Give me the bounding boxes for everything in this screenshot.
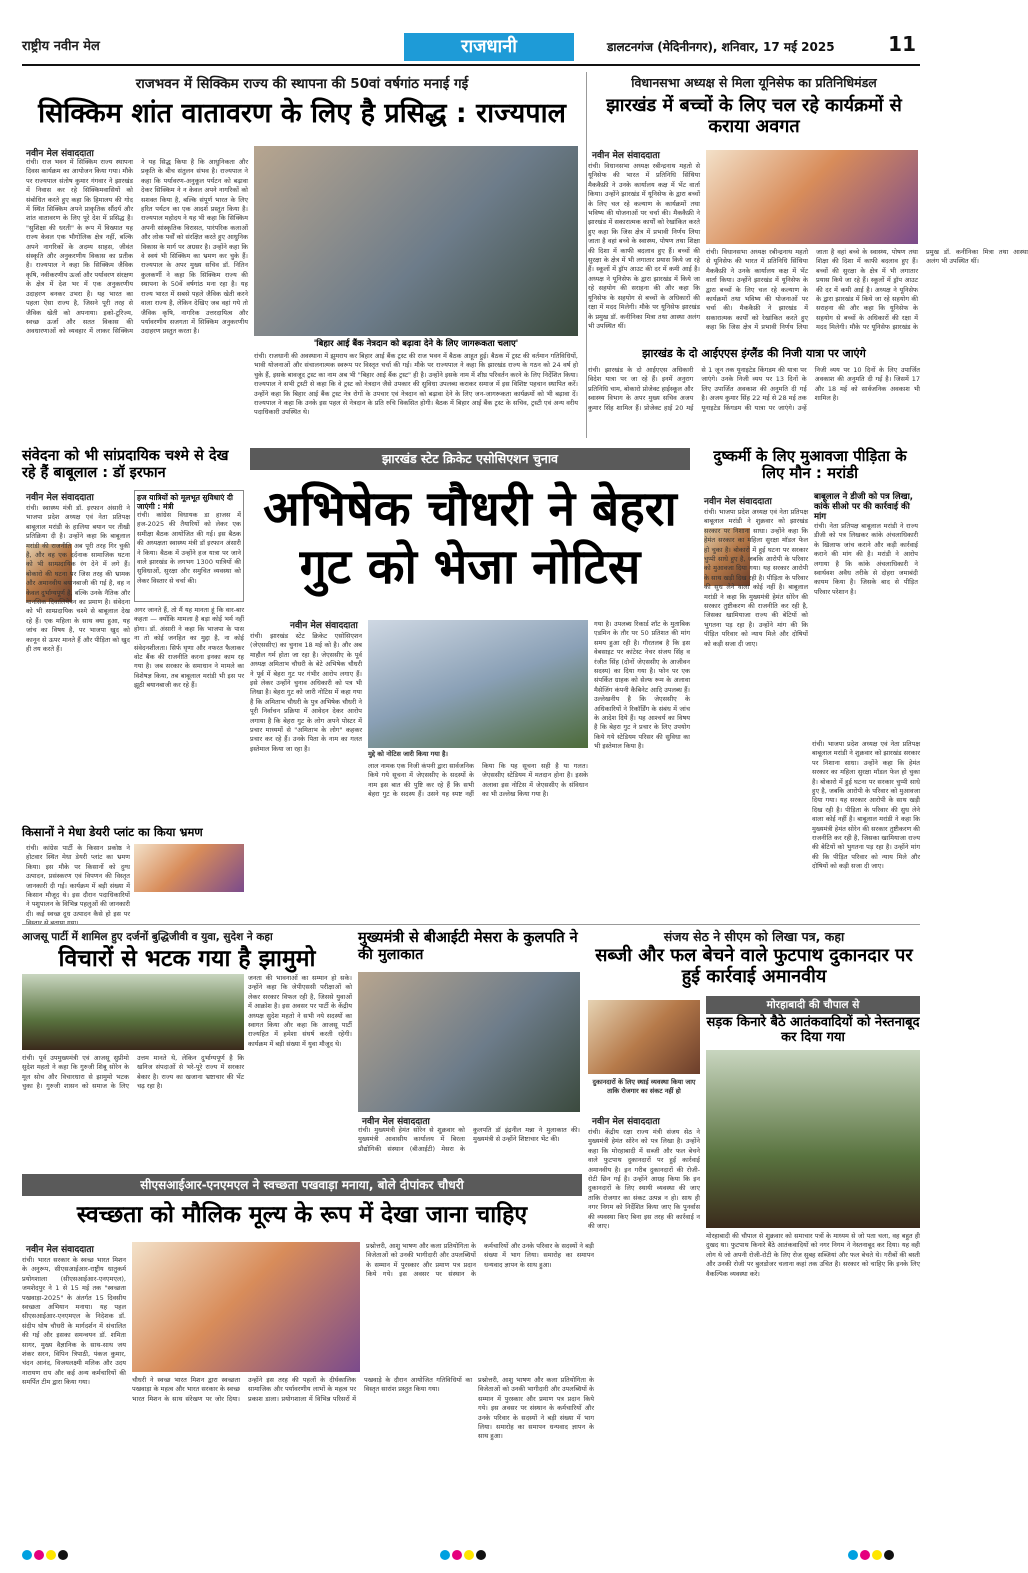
byline: नवीन मेल संवाददाता (26, 493, 94, 503)
unicef-photo (706, 150, 918, 244)
kicker: राजभवन में सिक्किम राज्य की स्थापना की 50वां वर्षगांठ मनाई गई (135, 76, 469, 92)
article-ajsu (22, 928, 352, 1168)
article-body: रांची। कांग्रेस पार्टी के किसान प्रकोष्ठ ने होटवार स्थित मेधा डेयरी प्लांट का भ्रमण किया। इस मौके पर किसानों को दुग्ध उत्पादन, प्रसंस्करण एवं विपणन की विस्तृत जानकारी दी गई। कार्यक्रम में बड़ी संख्या में किसान मौजूद थे। इस दौरान पदाधिकारियों ने पशुपालन के विभिन्न पहलुओं की जानकारी दी। कई स्वच्छ दूध उत्पादन कैसे हो इस पर (26, 844, 130, 918)
headline: स्वच्छता को मौलिक मूल्य के रूप में देखा जाना चाहिए (76, 1202, 528, 1228)
article-body: रांची। मुख्यमंत्री हेमंत सोरेन से शुक्रवार को मुख्यमंत्री आवासीय कार्यालय में बिरला प्रौद्योगिकी संस्थान (बीआईटी) मेसरा के कुलपति डॉ इंद्रनील मन्ना ने मुलाकात की। मुख्यमंत्री से उन्होंने शिष्टाचार भेंट की। (358, 1126, 580, 1153)
headline: झारखंड में बच्चों के लिए चल रहे कार्यक्रमों से कराया अवगत (606, 95, 902, 137)
box-title: हज यात्रियों को मूलभूत सुविधाएं दी जाएंगी : मंत्री (137, 493, 233, 511)
ajsu-photo (22, 974, 244, 1050)
section-label: राजधानी (404, 33, 574, 61)
byline: नवीन मेल संवाददाता (26, 149, 94, 159)
cm-meeting-photo (358, 972, 580, 1112)
photo-caption: दुकानदारों के लिए स्थाई व्यवस्था किया जाए ताकि रोजगार का संकट नहीं हो (592, 1078, 696, 1096)
color-bar-center (440, 1545, 510, 1557)
photo-caption: मुद्दे को नोटिस जारी किया गया है। (368, 750, 448, 758)
photo-caption: 'बिहार आई बैंक नेत्रदान को बढ़ावा देने के लिए जागरूकता चलाए' (254, 338, 578, 349)
article-body: रांची। भारत सरकार के स्वच्छ भारत मिशन के अनुरूप, सीएसआईआर-राष्ट्रीय धातुकर्म प्रयोगशाला (सीएसआईआर-एनएमएल), जमशेदपुर ने 1 से 15 मई तक "स्वच्छता पखवाड़ा-2025" के अंतर्गत 15 दिवसीय स्वच्छता अभियान मनाया। यह पहल सीएसआईआर-एनएमएल के निदेशक डॉ. संदीप घोष चौधरी के मार्गदर्शन में संचालित की गई और इसका समन्वयन डॉ. शमिता सागर, मुख्य वैज्ञानिक के साथ-साथ जय शंकर सरन, विपिन त्रिपाठी, पंकज कुमार, चंदन आनंद, विजयलक्ष्मी मलिक और उदय नारायण राय और कई अन्य कर्मचारियों की समर्पित टीम द्वारा किया गया। (22, 1256, 126, 1387)
kicker: आजसू पार्टी में शामिल हुए दर्जनों बुद्धिजीवी व युवा, सुदेश ने कहा (22, 931, 273, 943)
box-title: बाबूलाल ने डीजी को पत्र लिखा, कांके सीओ पर की कार्रवाई की मांग (814, 492, 914, 522)
article-irfan (22, 448, 244, 818)
article-body: रांची। पूर्व उपमुख्यमंत्री एवं आजसू सुप्रीमो सुदेश महतो ने कहा कि गुरुजी शिबू सोरेन के मूल सोच और विचारधारा से झामुमो भटक चुका है। गुरुजी शासन को समाज के लिए उत्तम मानते थे, लेकिन दुर्भाग्यपूर्ण है कि खनिज संपदाओं से भरे-पूरे राज्य में सरकार बेकार है। राज्य का खजाना भ्रष्टाचार की भेंट चढ़ रहा है। (22, 1054, 244, 1091)
headline: मुख्यमंत्री से बीआईटी मेसरा के कुलपति ने की मुलाकात (358, 930, 578, 963)
article-body-2: अगर जानते हैं, तो मैं यह मानता हूं कि वार-बार कहता — क्योंकि मामला है बड़ा कोई भर्म नहीं होगा। डॉ. अंसारी ने कहा कि भाजपा के पास ना तो कोई जनहित का मुद्दा है, ना कोई संवेदनशीलता। सिर्फ घृणा और नफरत फैलाकर वोट बैंक की राजनीति करना इनका काम रह गया है। जब सरकार के समाधान ने मामले का विशेषज्ञ किया, तब बाबूलाल मरांडी भी इस पर झूठी बयानबाजी कर रहे हैं। (134, 606, 244, 690)
morhabadi-photo (706, 1050, 920, 1228)
masthead (22, 30, 920, 66)
article-sikkim (22, 70, 582, 440)
band: मोरहाबादी की चौपाल से (706, 996, 920, 1014)
haj-box (134, 490, 244, 602)
color-bar-left (22, 1545, 92, 1557)
headline: किसानों ने मेधा डेयरी प्लांट का किया भ्रमण (22, 825, 203, 839)
governor-photo (254, 146, 578, 336)
byline: नवीन मेल संवाददाता (290, 621, 358, 631)
article-body-3: प्रश्नोत्तरी, आशु भाषण और कला प्रतियोगिता के विजेताओं को उनकी भागीदारी और उपलब्धियों के सम्मान में पुरस्कार और प्रमाण पत्र प्रदान किये गये। इस अवसर पर संस्थान के कर्मचारियों और उनके परिवार के सदस्यों ने बड़ी संख्या में भाग लिया। समारोह का समापन धन्यवाद ज्ञापन के साथ हुआ। (366, 1242, 594, 1279)
headline: सड़क किनारे बैठे आतंकवादियों को नेस्तनाबूद कर दिया गया (706, 1015, 920, 1045)
box-body: रांची। नेता प्रतिपक्ष बाबूलाल मरांडी ने राज्य डीजी को पत्र लिखकर कांके अंचलाधिकारी के खिलाफ जांच कराने और कड़ी कार्रवाई कराने की मांग की है। मरांडी ने आरोप लगाया है कि कांके अंचलाधिकारी ने स्वार्थवश अवैध तरीके से दोहरा जमाबंदी कायम किया है। जिसके बाद से पीड़ित परिवार परेशान है। (814, 522, 918, 596)
article-body: रांची। स्वास्थ्य मंत्री डॉ. इरफान अंसारी ने भाजपा प्रदेश अध्यक्ष एवं नेता प्रतिपक्ष बाबूलाल मरांडी के हालिया बयान पर तीखी प्रतिक्रिया दी है। उन्होंने कहा कि बाबूलाल मरांडी की राजनीति अब पूरी तरह गिर चुकी है, और वह एक दर्दनाक सामाजिक घटना को भी साम्प्रदायिक रंग देने में लगे हैं। बोकारो की घटना पर जिस तरह की भ्रामक और अमानवीय बयानबाजी की गई है, वह न केवल दुर्भाग्यपूर्ण है, बल्कि उनके नैतिक और मानसिक दिवालियेपन का प्रमाण है। संवेदना को भी साम्प्रदायिक चश्मे से बाबूलाल देख रहे हैं। एक महिला के साथ क्या हुआ, यह जांच का विषय है, पर भाजपा खुद को कानून से ऊपर मानते हैं और पीड़िता को खुद ही तय करते हैं। (26, 504, 130, 654)
article-body-2: चौधरी ने स्वच्छ भारत मिशन द्वारा स्वच्छता पखवाड़ा के महत्व और भारत सरकार के स्वच्छ भारत मिशन के साथ संरेखण पर जोर दिया। उन्होंने इस तरह की पहलों के दीर्घकालिक सामाजिक और पर्यावरणीय लाभों के महत्व पर प्रकाश डाला। प्रयोगशाला में विभिन्न परिसरों में पखवाड़े के दौरान आयोजित गतिविधियों का विस्तृत सारांश प्रस्तुत किया गया। (132, 1376, 472, 1403)
kicker: संजय सेठ ने सीएम को लिखा पत्र, कहा (663, 929, 845, 944)
headline: संवेदना को भी सांप्रदायिक चश्मे से देख रहे हैं बाबूलाल : डॉ इरफान (22, 448, 229, 481)
headline: विचारों से भटक गया है झामुमो (58, 946, 316, 972)
article-jsca (250, 472, 690, 918)
headline: सब्जी और फल बेचने वाले फुटपाथ दुकानदार पर हुई कार्रवाई अमानवीय (595, 945, 913, 987)
article-unicef (588, 70, 1028, 440)
headline: दुष्कर्मी के लिए मुआवजा पीड़िता के लिए मौन : मरांडी (713, 447, 907, 483)
article-body-4: प्रश्नोत्तरी, आशु भाषण और कला प्रतियोगिता के विजेताओं को उनकी भागीदारी और उपलब्धियों के सम्मान में पुरस्कार और प्रमाण पत्र प्रदान किये गये। इस अवसर पर संस्थान के कर्मचारियों और उनके परिवार के सदस्यों ने बड़ी संख्या में भाग लिया। समारोह का समापन धन्यवाद ज्ञापन के साथ हुआ। (478, 1376, 594, 1441)
article-morhabadi (706, 996, 920, 1540)
byline: नवीन मेल संवाददाता (592, 151, 660, 161)
paper-logo: राष्ट्रीय नवीन मेल (22, 39, 100, 54)
article-body: मोरहाबादी की चौपाल से शुक्रवार को समाचार पत्रों के माध्यम से जो पता चला, वह बहुत ही दुखद था। फुटपाथ किनारे बैठे आतंकवादियों को नगर निगम ने नेस्तनाबूद कर दिया। यह वही लोग थे जो अपनी रोजी-रोटी के लिए रोज सुबह सब्जियां और फल बेचते थे। गरीबों की बस्ती और उनकी रोजी पर बुलडोजर चलाना कहां तक उचित है। सरकार को चाहिए कि इनके लिए वैकल्पिक व्यवस्था करे। (706, 1231, 920, 1278)
photo-story: रांची। राजधानी की अवस्थाना में झुमराय कर बिहार आई बैंक ट्रस्ट की राज भवन में बैठक आहूत हुई। बैठक में ट्रस्ट की वर्तमान गतिविधियों, भावी योजनाओं और संचालनात्मक स्वरूप पर विस्तृत चर्चा की गई। मौके पर राज्यपाल ने कहा कि झारखंड राज्य के गठन को 24 वर्ष हो चुके हैं, इसके बावजूद ट्रस्ट का नाम अब भी "बिहार आई बैंक ट्रस्ट" ही है। उन्होंने इसके नाम में शीघ्र परिवर्तन करने के लिए निर्देशित किया। राज्यपाल ने सभी ट्रस्टी से कहा कि वे ट्रस्ट को नेत्रदान जैसे उपकार की सुविधा उपलब्ध कराकर समाज में इस विशिष्ट पहचान स्थापित करें। उन्होंने कहा कि बिहार आई बैंक ट्रस्ट नेत्र रोगों के उपचार एवं नेत्रदान को बढ़ावा देने के लिए जन-जागरूकता कार्यक्रमों को भी बढ़ावा दें। राज्यपाल ने कहा कि उनके इस पहल से नेत्रदान के प्रति रुचि विकसित होगी। बैठक में बिहार आई बैंक ट्रस्ट के सचिव, ट्रस्टी एवं अन्य वरीय पदाधिकारी उपस्थित थे। (254, 352, 578, 417)
dateline: डालटनगंज (मेदिनीनगर), शनिवार, 17 मई 2025 (607, 40, 835, 54)
article-body-cont: रांची। विधानसभा अध्यक्ष रबीन्द्रनाथ महतो से यूनिसेफ की भारत में प्रतिनिधि सिंथिया मैककैफ्री ने उनके कार्यालय कक्ष में भेंट वार्ता किया। उन्होंने झारखंड में यूनिसेफ के द्वारा बच्चों के लिए चल रहे कल्याण के कार्यक्रमों तथा भविष्य की योजनाओं पर चर्चा की। मैककैफ्री ने झारखंड में सकारात्मक कार्यों को रेखांकित करते हुए कहा कि जिस क्षेत्र में प्रभावी निर्णय लिया जाता है वहां बच्चे के स्वास्थ्य, पोषण तथा शिक्षा की दिशा में काफी बदलाव हुए हैं। बच्चों की सुरक्षा के क्षेत्र में भी लगातार प्रयास किये जा रहे हैं। स्कूलों में ड्रॉप आउट की दर में कमी आई है। अध्यक्ष ने यूनिसेफ के द्वारा झारखंड में किये जा रहे सहयोग की सराहना की और कहा कि यूनिसेफ के सहयोग से बच्चों के अधिकारों की रक्षा में मदद मिलेगी। मौके पर यूनिसेफ झारखंड के प्रमुख डॉ. कनीनिका मित्रा तथा आस्था अलंग भी उपस्थित थीं। (706, 248, 1028, 332)
color-bar-right (848, 1545, 918, 1557)
article-body: रांची। विधानसभा अध्यक्ष रबीन्द्रनाथ महतो से यूनिसेफ की भारत में प्रतिनिधि सिंथिया मैककैफ्री ने उनके कार्यालय कक्ष में भेंट वार्ता किया। उन्होंने झारखंड में यूनिसेफ के द्वारा बच्चों के लिए चल रहे कल्याण के कार्यक्रमों तथा भविष्य की योजनाओं पर चर्चा की। मैककैफ्री ने झारखंड में सकारात्मक कार्यों को रेखांकित करते हुए कहा कि जिस क्षेत्र में प्रभावी निर्णय लिया जाता है वहां बच्चे के स्वास्थ्य, पोषण तथा शिक्षा की दिशा में काफी बदलाव हुए हैं। बच्चों की सुरक्षा के क्षेत्र में भी लगातार प्रयास किये जा रहे हैं। स्कूलों में ड्रॉप आउट की दर में कमी आई है। अध्यक्ष ने यूनिसेफ के द्वारा झारखंड में किये जा रहे सहयोग की सराहना की और कहा कि यूनिसेफ के सहयोग से बच्चों के अधिकारों की रक्षा में मदद मिलेगी। मौके पर यूनिसेफ झारखंड के प्रमुख डॉ. कनीनिका मित्रा तथा आस्था अलंग भी उपस्थित थीं। (588, 162, 700, 330)
kisan-photo (134, 844, 244, 892)
article-body: रांची। केंद्रीय रक्षा राज्य मंत्री संजय सेठ ने मुख्यमंत्री हेमंत सोरेन को पत्र लिखा है। उन्होंने कहा कि मोरहाबादी में सब्जी और फल बेचने वाले फुटपाथ दुकानदारों पर हुई कार्रवाई अमानवीय है। इन गरीब दुकानदारों की रोजी-रोटी छिन गई है। उन्होंने आग्रह किया कि इन दुकानदारों के लिए स्थायी व्यवस्था की जाए ताकि रोजगार का संकट उत्पन्न न हो। साथ ही नगर निगम को निर्देशित किया जाए कि पुनर्वास की व्यवस्था किए बिना इस तरह की कार्रवाई न की जाए। (588, 1128, 700, 1231)
sub-body: रांची। झारखंड के दो आईएएस अधिकारी विदेश यात्रा पर जा रहे हैं। इनमें अनुराग प्रतिनिधि चाम, बोकारो प्रोजेक्ट हाईस्कूल और स्वास्थ्य विभाग के अपर मुख्य सचिव अजय कुमार सिंह शामिल हैं। प्रोजेक्ट हाई 20 मई से 1 जून तक यूनाइटेड किंगडम की यात्रा पर जाएंगे। उनके निजी व्यय पर 13 दिनों के लिए उपार्जित अवकाश की अनुमति दी गई है। अजय कुमार सिंह 22 मई से 28 मई तक यूनाइटेड किंगडम की यात्रा पर जाएंगे। उन्हें निजी व्यय पर 10 दिनों के लिए उपार्जित अवकाश की अनुमति दी गई है। जिसमें 17 और 18 मई को सार्वजनिक अवकाश भी शामिल है। (588, 366, 920, 412)
dg-letter-box (812, 490, 920, 738)
article-body-mid: लाल नामक एक निजी कंपनी द्वारा सार्वजनिक किये गये सूचना में जेएससीए के सदस्यों के नाम इस बात की पुष्टि कर रहे हैं कि सभी बेहरा गुट के सदस्य हैं। उसने यह स्पष्ट नहीं किया कि यह सूचना सही है या गलत। जेएससीए स्टेडियम में मतदान होना है। इसके अलावा इस नोटिस में जेएससीए के संविधान का भी उल्लेख किया गया है। (368, 762, 588, 799)
article-bit (358, 928, 580, 1168)
article-body: रांची। झारखंड स्टेट क्रिकेट एसोसिएशन (जेएससीए) का चुनाव 18 मई को है। और अब माहौल गर्म होता जा रहा है। जेएससीए के पूर्व अध्यक्ष अमिताभ चौधरी के बेटे अभिषेक चौधरी ने पूर्व में बेहरा गुट पर गंभीर आरोप लगाए हैं। इसे लेकर उन्होंने चुनाव अधिकारी को पत्र भी लिखा है। बेहरा गुट को जारी नोटिस में कहा गया है कि अमिताभ चौधरी के पुत्र अभिषेक चौधरी ने पूरी निर्वाचन प्रक्रिया में आवेदन देकर आरोप लगाया है कि बेहरा गुट के लोग अपने पोस्टर में प्रचार माध्यमों से "अमिताभ के लोग" कहकर प्रचार कर रहे हैं। उनके पिता के नाम का गलत इस्तेमाल किया जा रहा है। (250, 632, 362, 753)
jsca-band: झारखंड स्टेट क्रिकेट एसोसिएशन चुनाव (250, 448, 690, 470)
byline: नवीन मेल संवाददाता (704, 497, 772, 507)
sanjay-seth-photo (588, 1000, 700, 1074)
article-marandi (700, 448, 920, 918)
headline: सिक्किम शांत वातावरण के लिए है प्रसिद्ध : राज्यपाल (38, 98, 566, 129)
csir-band: सीएसआईआर-एनएमएल ने स्वच्छता पखवाड़ा मनाया, बोले दीपांकर चौधरी (22, 1174, 582, 1196)
article-csir (22, 1200, 700, 1540)
article-kisan (22, 826, 244, 922)
stadium-photo (368, 620, 588, 748)
article-body-right: गया है। उपलब्ध रिकार्ड शॉट के मुताबिक एडमिन के तौर पर 50 प्रतिशत की मांग समय हुआ रही है। गौरतलब है कि इस वेबसाइट पर कांटेस्ट नेचर संजय सिंह व रंजीत सिंह (दोनों जेएससीए के आजीवन सदस्य) का दिया गया है। फोन पर एक संपर्कित ग्राहक को सेल्फ रूम के अलावा मैसेजिंग कंपनी कैबिनेट आदि उपलब्ध हैं। उल्लेखनीय है कि जेएससीए के अधिकारियों ने रिकॉर्डिंग के संबंध में जांच के आदेश दिये हैं। यह आश्चर्य का विषय है कि बेहरा गुट ने प्रचार के लिए उपयोग किये गये स्टेडियम परिसर की सुविधा का भी इस्तेमाल किया है। (594, 620, 690, 751)
box-body: रांची। कांग्रेस विधायक डा हाजस में हज-2025 की तैयारियों को लेकर एक समीक्षा बैठक आयोजित की गई। इस बैठक की अध्यक्षता स्वास्थ्य मंत्री डॉ इरफान अंसारी ने किया। बैठक में उन्होंने हज यात्रा पर जाने वाले झारखंड के लगभग 1300 यात्रियों की सुविधाओं, सुरक्षा और समुचित व्यवस्था को लेकर विस्तार से चर्चा की। (137, 511, 241, 585)
byline: नवीन मेल संवाददाता (592, 1117, 660, 1127)
article-body: रांची। भाजपा प्रदेश अध्यक्ष एवं नेता प्रतिपक्ष बाबूलाल मरांडी ने शुक्रवार को झारखंड सरकार पर निशाना साधा। उन्होंने कहा कि हेमंत सरकार का महिला सुरक्षा मॉडल फेल हो चुका है। बोकारो में हुई घटना पर सरकार चुप्पी साधे हुए है, जबकि आरोपी के परिवार को मुआवजा दिया गया। यह सरकार आरोपी के साथ खड़ी दिख रही है। पीड़िता के परिवार की सुध लेने वाला कोई नहीं है। बाबूलाल मरांडी ने कहा कि मुख्यमंत्री हेमंत सोरेन की सरकार तुष्टीकरण की राजनीति कर रही है, जिसका खामियाजा राज्य की बेटियों को भुगतना पड़ रहा है। उन्होंने मांग की कि पीड़ित परिवार को न्याय मिले और दोषियों को कड़ी सजा दी जाए। (704, 508, 808, 648)
page-number: 11 (888, 32, 916, 56)
article-body: रांची। राज भवन में सिक्किम राज्य स्थापना दिवस कार्यक्रम का आयोजन किया गया। मौके पर राज्यपाल संतोष कुमार गंगवार ने झारखंड में निवास कर रहे सिक्किमवासियों को संबोधित करते हुए कहा कि हिमालय की गोद में स्थित सिक्किम अपने प्राकृतिक सौंदर्य और शांत वातावरण के लिए पूरे देश में प्रसिद्ध है। "सुशिक्षा की धरती" के रूप में विख्यात यह राज्य केवल एक भौगोलिक क्षेत्र नहीं, बल्कि अपने नागरिकों के अदम्य साहस, जीवंत संस्कृति और अनुकरणीय विकास का प्रतीक है। राज्यपाल ने कहा कि सिक्किम जैविक कृषि, नवीकरणीय ऊर्जा और पर्यावरण संरक्षण के क्षेत्र में देश भर में एक अनुकरणीय उदाहरण बनकर उभरा है। यह भारत का पहला ऐसा राज्य है, जिसने पूरी तरह से जैविक खेती को अपनाया। इको-टूरिज्म, स्वच्छ ऊर्जा और सतत विकास की अवधारणाओं को व्यवहार में लाकर सिक्किम ने यह सिद्ध किया है कि आधुनिकता और प्रकृति के बीच संतुलन संभव है। राज्यपाल ने कहा कि पर्यावरण-अनुकूल पर्यटन को बढ़ावा देकर सिक्किम ने न केवल अपने नागरिकों को सशक्त किया है, बल्कि संपूर्ण भारत के लिए हरित पर्यटन का एक आदर्श प्रस्तुत किया है। राज्यपाल महोदय ने यह भी कहा कि सिक्किम अपनी सांस्कृतिक विरासत, पारंपरिक कलाओं और लोक पर्वों को संरक्षित करते हुए आधुनिक विकास के मार्ग पर अग्रसर है। उन्होंने कहा कि वे स्वयं भी सिक्किम का भ्रमण कर चुके हैं। राज्यपाल के अपर मुख्य सचिव डॉ. नितिन कुलकर्णी ने कहा कि सिक्किम राज्य की स्थापना के 50वें वर्षगांठ मना रहा है। यह राज्य भारत में सबसे पहले जैविक खेती करने वाला राज्य है, लेकिन देखिए जब वहां गये तो जैविक कृषि, नागरिक उत्तरदायित्व और पर्यावरणीय सजगता में सिक्किम अनुकरणीय उदाहरण प्रस्तुत करता है। (26, 158, 248, 336)
csir-photo (132, 1242, 360, 1372)
headline: अभिषेक चौधरी ने बेहरा गुट को भेजा नोटिस (263, 481, 677, 595)
kicker: विधानसभा अध्यक्ष से मिला यूनिसेफ का प्रतिनिधिमंडल (631, 75, 877, 90)
byline: नवीन मेल संवाददाता (26, 1245, 94, 1255)
article-body-2: जनता की भावनाओं का सम्मान हो सके। उन्होंने कहा कि जेपीएससी परीक्षाओं को लेकर सरकार विफल रही है, जिससे युवाओं में आक्रोश है। इस अवसर पर पार्टी के केंद्रीय अध्यक्ष सुदेश महतो ने सभी नये सदस्यों का स्वागत किया और कहा कि आजसू पार्टी राज्यहित में हमेशा संघर्ष करती रहेगी। कार्यक्रम में बड़ी संख्या में युवा मौजूद थे। (248, 974, 352, 1048)
byline: नवीन मेल संवाददाता (362, 1117, 430, 1127)
article-body-cont: रांची। भाजपा प्रदेश अध्यक्ष एवं नेता प्रतिपक्ष बाबूलाल मरांडी ने शुक्रवार को झारखंड सरकार पर निशाना साधा। उन्होंने कहा कि हेमंत सरकार का महिला सुरक्षा मॉडल फेल हो चुका है। बोकारो में हुई घटना पर सरकार चुप्पी साधे हुए है, जबकि आरोपी के परिवार को मुआवजा दिया गया। यह सरकार आरोपी के साथ खड़ी दिख रही है। पीड़िता के परिवार की सुध लेने वाला कोई नहीं है। बाबूलाल मरांडी ने कहा कि मुख्यमंत्री हेमंत सोरेन की सरकार तुष्टीकरण की राजनीति कर रही है, जिसका खामियाजा राज्य की बेटियों को भुगतना पड़ रहा है। उन्होंने मांग की कि पीड़ित परिवार को न्याय मिले और दोषियों को कड़ी सजा दी जाए। (812, 740, 920, 871)
sub-headline: झारखंड के दो आईएएस इंग्लैंड की निजी यात्रा पर जाएंगे (642, 347, 866, 360)
